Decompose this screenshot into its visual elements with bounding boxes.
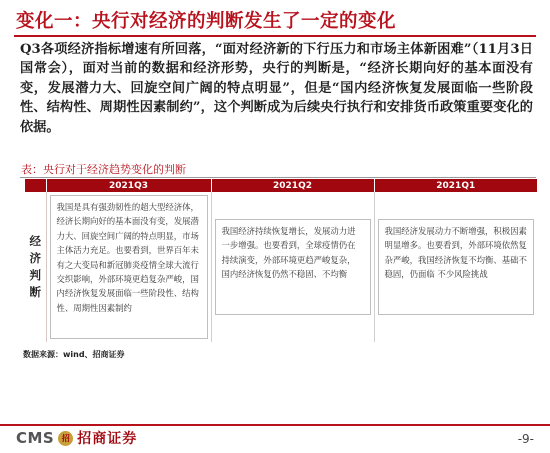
logo-emblem-icon: 招	[58, 431, 73, 446]
table-header-row	[25, 179, 537, 192]
column-header-q1: 2021Q1	[374, 179, 537, 192]
judgment-table	[25, 179, 537, 342]
column-header-q2: 2021Q2	[211, 179, 374, 192]
footer-divider	[0, 424, 550, 426]
cell-q3-text: 我国是具有强劲韧性的超大型经济体，经济长期向好的基本面没有变，发展潜力大、回旋空间广阔的特点明显，市场主体活力充足。也要看到，世界百年未有之大变局和新冠肺炎疫情全球大流行交织影响，外部环境更趋复杂严峻，国内经济恢复发展面临一些阶段性、结构性、周期性因素制约	[50, 195, 208, 339]
cell-q1	[374, 192, 537, 342]
cell-q1-text: 我国经济发展动力不断增强，积极因素明显增多。也要看到，外部环境依然复杂严峻，我国经济恢复不均衡、基础不稳固，仍面临 不少风险挑战	[378, 219, 535, 315]
cell-q3	[46, 192, 211, 342]
title-divider	[14, 35, 536, 37]
logo-text-cn: 招商证券	[77, 431, 138, 447]
table-row	[25, 192, 537, 342]
page-number: -9-	[517, 432, 534, 446]
cell-q2	[211, 192, 374, 342]
table-caption: 表：央行对于经济趋势变化的判断	[21, 163, 186, 176]
data-source: 数据来源：wind、招商证券	[23, 350, 125, 359]
cms-logo	[16, 428, 137, 448]
row-label-text: 经济判断	[29, 234, 41, 299]
column-header-q3: 2021Q3	[46, 179, 211, 192]
logo-text-en: CMS	[16, 429, 55, 447]
caption-divider	[20, 177, 536, 178]
page-title: 变化一：央行对经济的判断发生了一定的变化	[16, 11, 397, 32]
summary-paragraph: Q3各项经济指标增速有所回落，“面对经济新的下行压力和市场主体新困难”（11月3日国常会），面对当前的数据和经济形势，央行的判断是，“经济长期向好的基本面没有变，发展潜力大、回旋空间广阔的特点明显”，但是“国内经济恢复发展面临一些阶段性、结构性、周期性因素制约”，这个判断成为后续央行执行和安排货币政策重要变化的依据。	[20, 42, 533, 135]
row-label	[25, 192, 46, 342]
cell-q2-text: 我国经济持续恢复增长，发展动力进一步增强。也要看到，全球疫情仍在持续演变，外部环境更趋严峻复杂，国内经济恢复仍然不稳固、不均衡	[215, 219, 371, 315]
header-corner	[25, 179, 46, 192]
